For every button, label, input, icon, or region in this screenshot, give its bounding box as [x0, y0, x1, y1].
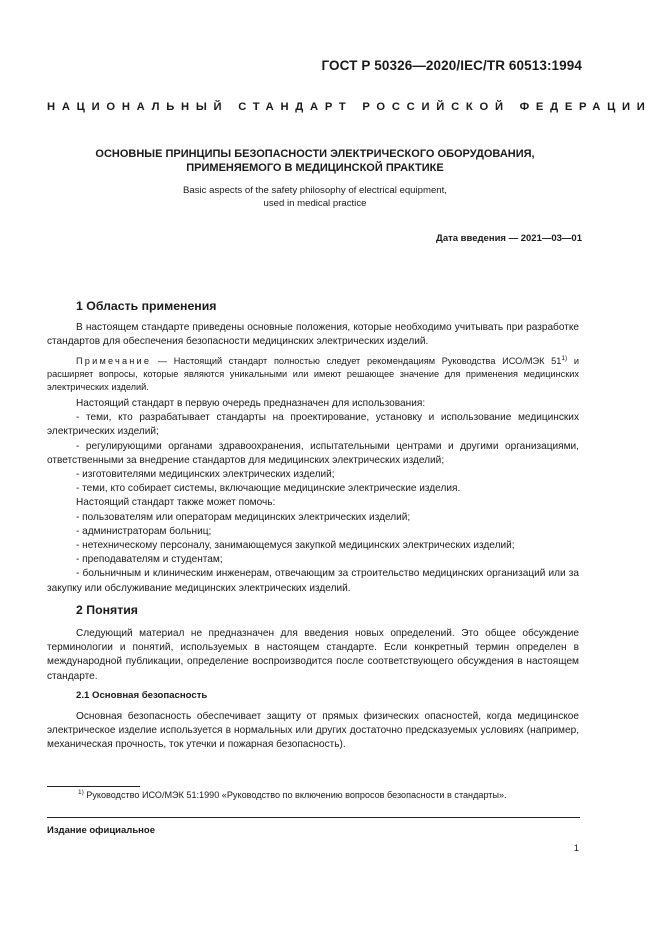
paragraph: В настоящем стандарте приведены основные положения, которые необходимо учитывать при разработке стандартов для обеспечения безопасности медицинских электрических изделий. — [47, 322, 579, 348]
title-english-line-1: Basic aspects of the safety philosophy of electrical equipment, — [183, 185, 447, 196]
list-item: - нетехническому персоналу, занимающемуся закупкой медицинских электрических изделий; — [76, 540, 515, 552]
note-label: Примечание — [76, 356, 152, 366]
national-standard-banner: НАЦИОНАЛЬНЫЙ СТАНДАРТ РОССИЙСКОЙ ФЕДЕРАЦИИ — [47, 101, 652, 113]
list-item: - преподавателям и студентам; — [76, 554, 223, 566]
subsection-2-1-heading: 2.1 Основная безопасность — [76, 690, 208, 701]
paragraph: Настоящий стандарт в первую очередь предназначен для использования: — [76, 398, 426, 409]
title-russian — [47, 147, 583, 175]
section-2-heading: 2 Понятия — [76, 603, 138, 617]
title-russian-line-2: ПРИМЕНЯЕМОГО В МЕДИЦИНСКОЙ ПРАКТИКЕ — [186, 162, 444, 174]
paragraph: Следующий материал не предназначен для введения новых определений. Это общее обсуждение терминологии и понятий, используемых в настоящем стандарте. Если конкретный термин определен в международной публикации, определение воспроизводится после соответствующего обсуждения в настоящем стандарте. — [47, 628, 579, 682]
list-item: - больничным и клиническим инженерам, отвечающим за строительство медицинских организаций или за закупку или обслуживание медицинских электрических изделий. — [47, 568, 579, 594]
title-english-line-2: used in medical practice — [263, 197, 367, 209]
section-1-body — [47, 397, 579, 596]
list-item: - пользователям или операторам медицинских электрических изделий; — [76, 511, 411, 523]
list-item: - теми, кто собирает системы, включающие медицинские электрические изделия. — [76, 483, 461, 495]
paragraph: Настоящий стандарт также может помочь: — [76, 497, 276, 509]
footnote-mark: 1) — [78, 789, 84, 796]
footnote-text: Руководство ИСО/МЭК 51:1990 «Руководство по включению вопросов безопасности в стандарты». — [83, 790, 507, 800]
section-1-heading: 1 Область применения — [76, 299, 217, 313]
list-item: - теми, кто разрабатывает стандарты на проектирование, установку и использование медицинских электрических изделий; — [47, 412, 579, 438]
note-text: — Настоящий стандарт полностью следует рекомендациям Руководства ИСО/МЭК 51 — [151, 356, 562, 366]
paragraph: Основная безопасность обеспечивает защиту от прямых физических опасностей, когда медицинское электрическое изделие используется в нормальных или других достаточно предсказуемых условиях (например, механическая прочность, ток утечки и пожарная безопасность). — [47, 711, 579, 751]
footnote — [78, 790, 507, 800]
page-number: 1 — [573, 843, 579, 854]
list-item: - администраторам больниц; — [76, 525, 212, 537]
title-english — [47, 185, 583, 210]
section-1-intro — [47, 321, 579, 349]
note-block — [47, 355, 579, 394]
footnote-divider — [47, 786, 140, 787]
subsection-2-1-body — [47, 710, 579, 753]
footnote-ref: 1) — [561, 355, 568, 362]
list-item: - изготовителями медицинских электрических изделий; — [76, 469, 335, 481]
document-code: ГОСТ Р 50326—2020/IEC/TR 60513:1994 — [321, 58, 582, 73]
edition-label: Издание официальное — [47, 825, 155, 836]
title-russian-line-1: ОСНОВНЫЕ ПРИНЦИПЫ БЕЗОПАСНОСТИ ЭЛЕКТРИЧЕСКОГО ОБОРУДОВАНИЯ, — [95, 148, 535, 160]
note-text-cont: и расширяет вопросы, которые являются уникальными или имеют решающее значение для применения медицинских электрических изделий. — [47, 356, 579, 392]
section-2-body — [47, 627, 579, 684]
list-item: - регулирующими органами здравоохранения, испытательными центрами и другими организациями, ответственными за внедрение стандартов для медицинских электрических изделий; — [47, 440, 579, 466]
introduction-date: Дата введения — 2021—03—01 — [436, 233, 582, 244]
footer-divider — [47, 817, 580, 818]
